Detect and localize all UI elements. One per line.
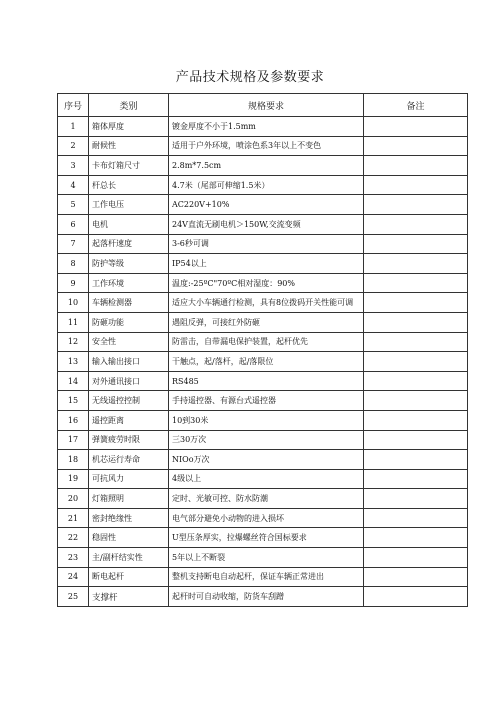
row-number: 9: [58, 273, 89, 293]
row-category: 耐候性: [89, 136, 169, 156]
row-category: 对外通讯接口: [89, 371, 169, 391]
row-note: [364, 430, 468, 450]
row-note: [364, 508, 468, 528]
row-spec: 3-6秒可调: [169, 234, 364, 254]
table-row: [58, 587, 468, 607]
table-row: [58, 469, 468, 489]
row-number: 25: [58, 587, 89, 607]
table-row: [58, 450, 468, 470]
table-row: [58, 117, 468, 137]
row-note: [364, 391, 468, 411]
row-note: [364, 214, 468, 234]
header-note: 备注: [364, 94, 468, 117]
row-note: [364, 469, 468, 489]
header-category: 类别: [89, 94, 169, 117]
row-category: 遥控距离: [89, 410, 169, 430]
row-number: 8: [58, 254, 89, 274]
row-note: [364, 528, 468, 548]
row-category: 电机: [89, 214, 169, 234]
row-number: 22: [58, 528, 89, 548]
row-number: 1: [58, 117, 89, 137]
row-number: 13: [58, 352, 89, 372]
table-row: [58, 234, 468, 254]
row-category: 机芯运行寿命: [89, 450, 169, 470]
row-category: 断电起杆: [89, 567, 169, 587]
row-note: [364, 489, 468, 509]
row-number: 18: [58, 450, 89, 470]
row-category: 防护等级: [89, 254, 169, 274]
table-row: [58, 136, 468, 156]
row-spec: IP54以上: [169, 254, 364, 274]
table-row: [58, 391, 468, 411]
row-number: 4: [58, 175, 89, 195]
row-number: 7: [58, 234, 89, 254]
row-spec: 4.7米（尾部可伸缩1.5米）: [169, 175, 364, 195]
row-note: [364, 332, 468, 352]
spec-table-header: [58, 94, 468, 117]
row-spec: 2.8m*7.5cm: [169, 156, 364, 176]
row-spec: 电气部分避免小动物的进入损坏: [169, 508, 364, 528]
table-row: [58, 410, 468, 430]
header-spec: 规格要求: [169, 94, 364, 117]
row-spec: 遇阻反弹，可接红外防砸: [169, 312, 364, 332]
row-spec: AC220V+10%: [169, 195, 364, 215]
table-row: [58, 175, 468, 195]
row-number: 2: [58, 136, 89, 156]
row-note: [364, 293, 468, 313]
row-note: [364, 371, 468, 391]
table-row: [58, 273, 468, 293]
row-spec: 防雷击，自带漏电保护装置，起杆优先: [169, 332, 364, 352]
row-spec: 24V直流无刷电机＞150W,交流变频: [169, 214, 364, 234]
table-row: [58, 371, 468, 391]
row-number: 10: [58, 293, 89, 313]
row-note: [364, 410, 468, 430]
table-row: [58, 567, 468, 587]
header-no: 序号: [58, 94, 89, 117]
row-spec: 温度:-25ºC"70ºC相对湿度：90%: [169, 273, 364, 293]
table-row: [58, 214, 468, 234]
row-spec: RS485: [169, 371, 364, 391]
row-note: [364, 587, 468, 607]
row-category: 杆总长: [89, 175, 169, 195]
row-number: 5: [58, 195, 89, 215]
row-spec: 适用于户外环境，喷涂色系3年以上不变色: [169, 136, 364, 156]
spec-table-body: [58, 117, 468, 607]
row-note: [364, 175, 468, 195]
row-category: 卡布灯箱尺寸: [89, 156, 169, 176]
row-category: 车辆检测器: [89, 293, 169, 313]
row-category: 工作电压: [89, 195, 169, 215]
row-note: [364, 352, 468, 372]
row-note: [364, 156, 468, 176]
row-number: 11: [58, 312, 89, 332]
row-number: 24: [58, 567, 89, 587]
row-note: [364, 450, 468, 470]
row-category: 工作环境: [89, 273, 169, 293]
table-row: [58, 156, 468, 176]
row-category: 密封绝缘性: [89, 508, 169, 528]
row-number: 3: [58, 156, 89, 176]
table-row: [58, 332, 468, 352]
row-spec: 5年以上不断裂: [169, 548, 364, 568]
row-category: 支撑杆: [89, 587, 169, 607]
row-note: [364, 136, 468, 156]
table-row: [58, 254, 468, 274]
header-row: [58, 94, 468, 117]
row-number: 17: [58, 430, 89, 450]
row-spec: 起杆时可自动收缩，防货车刮蹭: [169, 587, 364, 607]
row-note: [364, 567, 468, 587]
row-spec: 三30万次: [169, 430, 364, 450]
row-category: 安全性: [89, 332, 169, 352]
table-row: [58, 508, 468, 528]
row-spec: 手持遥控器、有源台式遥控器: [169, 391, 364, 411]
row-spec: 定时、光敏可控、防水防潮: [169, 489, 364, 509]
row-number: 15: [58, 391, 89, 411]
row-note: [364, 273, 468, 293]
table-row: [58, 195, 468, 215]
row-spec: 镀金厚度不小于1.5mm: [169, 117, 364, 137]
row-note: [364, 312, 468, 332]
table-row: [58, 528, 468, 548]
row-category: 输入输出接口: [89, 352, 169, 372]
row-spec: 适应大小车辆通行检测，具有8位拨码开关性能可调: [169, 293, 364, 313]
table-row: [58, 293, 468, 313]
row-category: 灯箱照明: [89, 489, 169, 509]
row-category: 弹簧疲劳时限: [89, 430, 169, 450]
row-number: 20: [58, 489, 89, 509]
row-category: 无线遥控控制: [89, 391, 169, 411]
row-number: 12: [58, 332, 89, 352]
row-number: 19: [58, 469, 89, 489]
row-spec: 10到30米: [169, 410, 364, 430]
row-number: 16: [58, 410, 89, 430]
table-row: [58, 312, 468, 332]
row-note: [364, 117, 468, 137]
row-spec: NIOo万次: [169, 450, 364, 470]
document-title: 产品技术规格及参数要求: [175, 70, 325, 85]
row-spec: 4级以上: [169, 469, 364, 489]
table-row: [58, 489, 468, 509]
row-category: 防砸功能: [89, 312, 169, 332]
row-category: 稳固性: [89, 528, 169, 548]
table-row: [58, 548, 468, 568]
row-number: 14: [58, 371, 89, 391]
row-note: [364, 195, 468, 215]
spec-table: [57, 93, 468, 607]
row-category: 起落杆速度: [89, 234, 169, 254]
row-spec: U型压条厚实，拉爆螺丝符合国标要求: [169, 528, 364, 548]
row-spec: 干触点，起/落杆，起/落限位: [169, 352, 364, 372]
row-number: 23: [58, 548, 89, 568]
table-row: [58, 430, 468, 450]
row-note: [364, 234, 468, 254]
row-category: 箱体厚度: [89, 117, 169, 137]
row-number: 6: [58, 214, 89, 234]
row-note: [364, 548, 468, 568]
row-note: [364, 254, 468, 274]
row-number: 21: [58, 508, 89, 528]
row-category: 主/副杆结实性: [89, 548, 169, 568]
table-row: [58, 352, 468, 372]
row-spec: 整机支持断电自动起杆，保证车辆正常进出: [169, 567, 364, 587]
row-category: 可抗风力: [89, 469, 169, 489]
